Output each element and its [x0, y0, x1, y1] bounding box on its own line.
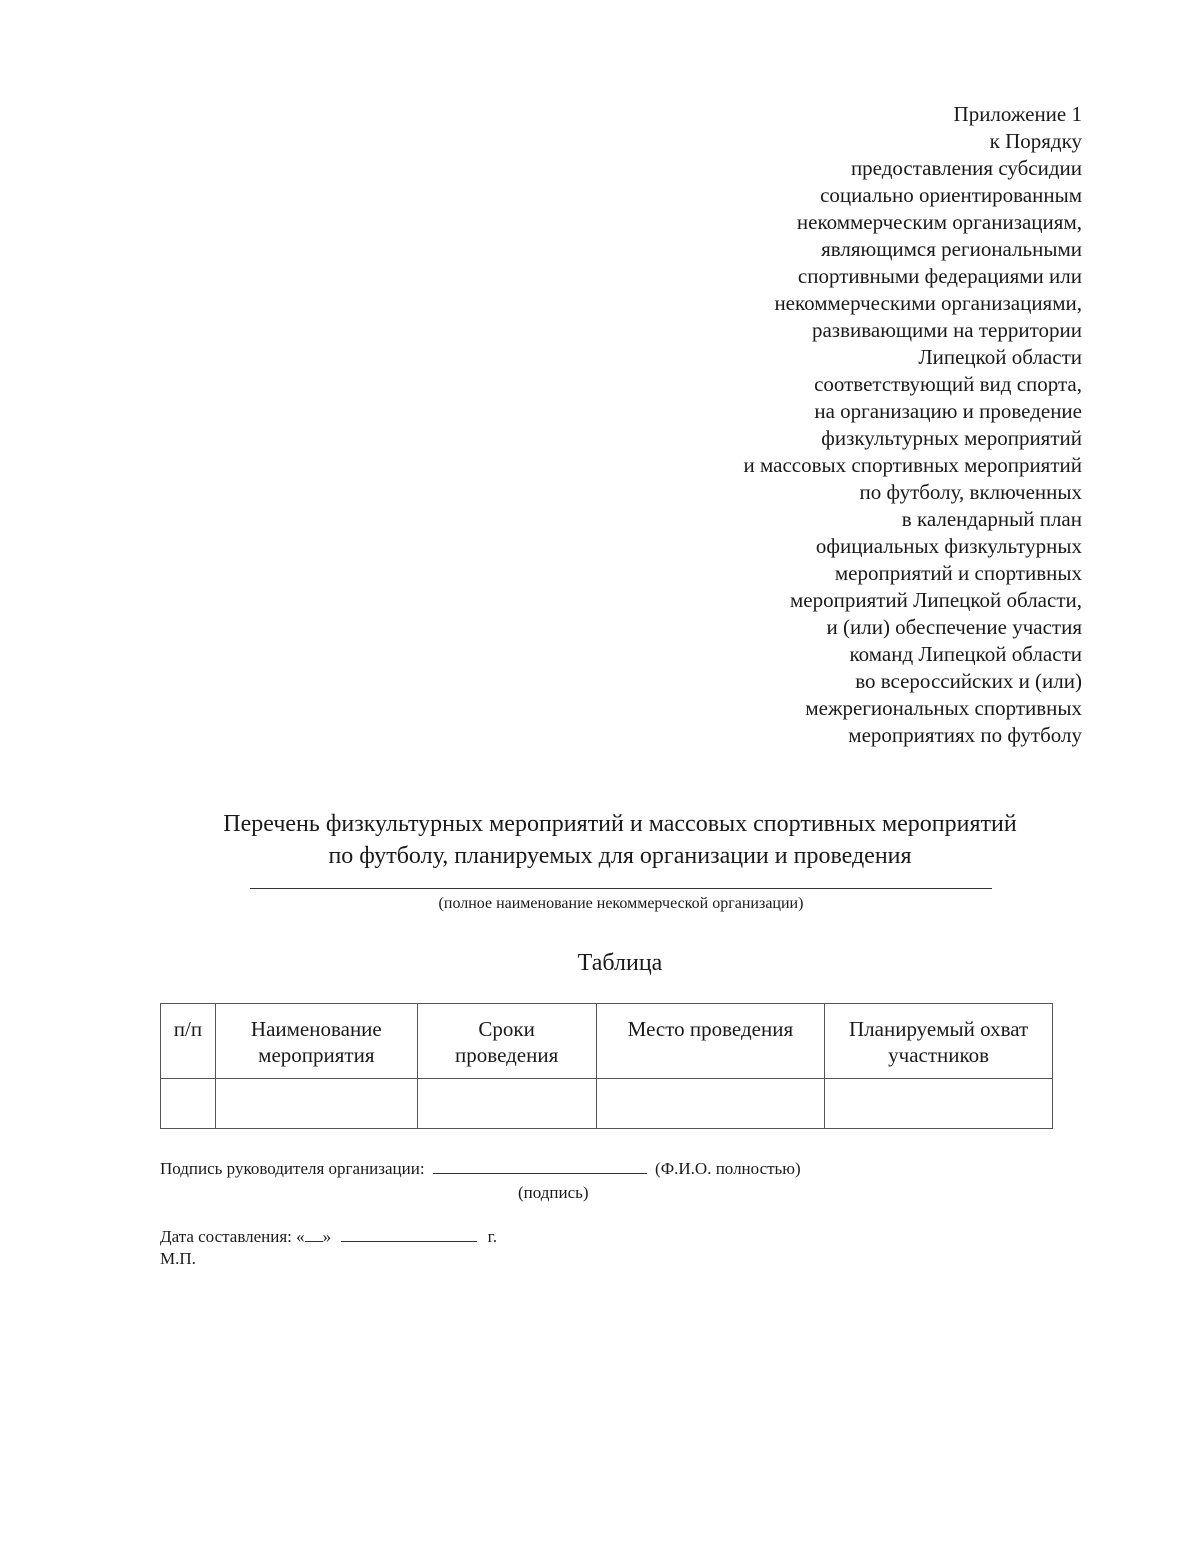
appendix-line: Приложение 1	[953, 102, 1082, 126]
cell-venue[interactable]	[596, 1079, 825, 1129]
date-month-line[interactable]	[341, 1227, 477, 1242]
date-close-quote: »	[322, 1227, 332, 1246]
date-row	[160, 1226, 497, 1248]
appendix-line: мероприятий Липецкой области,	[789, 588, 1082, 612]
appendix-line: мероприятиях по футболу	[848, 723, 1082, 747]
document-title	[120, 808, 1120, 872]
appendix-line: являющимся региональными	[821, 237, 1082, 261]
signature-name-note: (Ф.И.О. полностью)	[655, 1159, 801, 1178]
appendix-line: во всероссийских и (или)	[855, 669, 1082, 693]
appendix-line: по футболу, включенных	[859, 480, 1082, 504]
stamp-place: М.П.	[160, 1249, 196, 1268]
date-day-line[interactable]	[305, 1227, 323, 1242]
appendix-line: мероприятий и спортивных	[834, 561, 1082, 585]
appendix-line: некоммерческим организациям,	[796, 210, 1082, 234]
appendix-line: в календарный план	[901, 507, 1082, 531]
organization-name-caption: (полное наименование некоммерческой организации)	[438, 895, 804, 912]
title-line-1: Перечень физкультурных мероприятий и массовых спортивных мероприятий	[223, 811, 1017, 837]
date-label: Дата составления:	[160, 1227, 292, 1246]
signature-line[interactable]	[433, 1157, 647, 1174]
organization-name-line[interactable]	[250, 888, 992, 889]
signature-label: Подпись руководителя организации:	[160, 1159, 425, 1178]
cell-event-name[interactable]	[215, 1079, 417, 1129]
table-row	[161, 1079, 1053, 1129]
events-table	[160, 1003, 1053, 1129]
header-number: п/п	[161, 1004, 216, 1079]
date-year-suffix: г.	[487, 1227, 497, 1246]
appendix-line: развивающими на территории	[811, 318, 1082, 342]
appendix-line: на организацию и проведение	[814, 399, 1082, 423]
appendix-line: физкультурных мероприятий	[821, 426, 1082, 450]
appendix-line: спортивными федерациями или	[797, 264, 1082, 288]
header-dates: Сроки проведения	[417, 1004, 596, 1079]
date-open-quote: «	[296, 1227, 305, 1246]
cell-participants[interactable]	[825, 1079, 1053, 1129]
cell-number[interactable]	[161, 1079, 216, 1129]
appendix-line: и (или) обеспечение участия	[826, 615, 1082, 639]
header-event-name: Наименование мероприятия	[215, 1004, 417, 1079]
signature-caption: (подпись)	[518, 1183, 589, 1202]
appendix-line: соответствующий вид спорта,	[814, 372, 1082, 396]
appendix-line: некоммерческими организациями,	[774, 291, 1082, 315]
header-venue: Место проведения	[596, 1004, 825, 1079]
appendix-line: и массовых спортивных мероприятий	[743, 453, 1082, 477]
appendix-line: официальных физкультурных	[815, 534, 1082, 558]
appendix-line: к Порядку	[989, 129, 1082, 153]
cell-dates[interactable]	[417, 1079, 596, 1129]
title-line-2: по футболу, планируемых для организации и проведения	[328, 843, 912, 869]
signature-row	[160, 1157, 801, 1180]
appendix-line: предоставления субсидии	[850, 156, 1082, 180]
appendix-line: команд Липецкой области	[849, 642, 1082, 666]
appendix-line: межрегиональных спортивных	[805, 696, 1082, 720]
header-participants: Планируемый охват участников	[825, 1004, 1053, 1079]
table-header-row	[161, 1004, 1053, 1079]
appendix-header	[562, 101, 1082, 749]
table-caption: Таблица	[577, 950, 663, 976]
appendix-line: Липецкой области	[918, 345, 1082, 369]
appendix-line: социально ориентированным	[820, 183, 1082, 207]
